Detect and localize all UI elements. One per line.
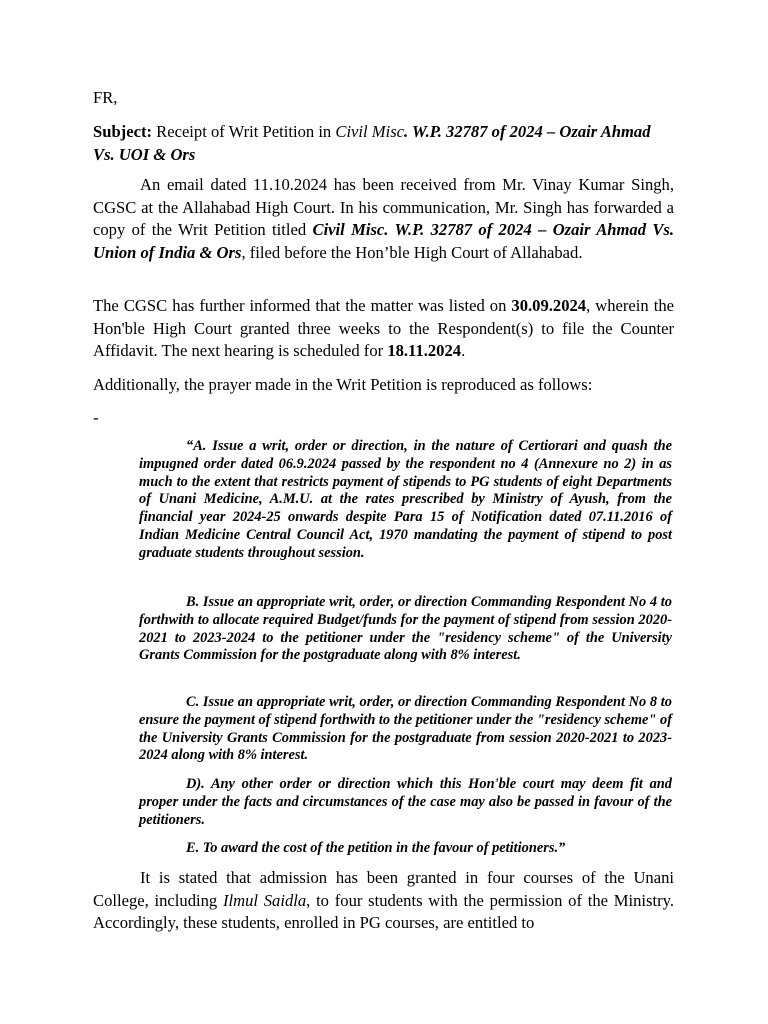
course-name: Ilmul Saidla <box>222 890 307 910</box>
prayer-e: E. To award the cost of the petition in the favour of petitioners.” <box>186 840 566 856</box>
subject-text-a: Receipt of Writ Petition in <box>152 122 336 141</box>
para2-text-c: . <box>461 341 466 360</box>
subject-line <box>93 121 674 166</box>
prayer-a: “A. Issue a writ, order or direction, in the nature of Certiorari and quash the impugned order dated 06.9.2024 passed by the respondent no 4 (Annexure no 2) in as much to the extent that restricts payment of stipends to PG students of eight Departments of Unani Medicine, A.M.U. at the rates prescribed by Ministry of Ayush, from the financial year 2024-25 onwards despite Para 15 of Notification dated 07.11.2016 of Indian Medicine Central Council Act, 1970 mandating the payment of stipend to post graduate students throughout session. <box>139 438 672 561</box>
paragraph-listing <box>93 295 674 363</box>
case-title: Civil Misc. W.P. 32787 of 2024 – Ozair Ahmad Vs. Union of India & Ors <box>93 220 675 262</box>
dash-line: - <box>93 408 99 427</box>
para4-text-b: , to four students with the permission of the Ministry. Accordingly, these students, enrolled in PG courses, are entitled to <box>93 890 674 932</box>
para4-text-a: It is stated that admission has been granted in four courses of the Unani College, including <box>93 868 674 910</box>
paragraph-email <box>93 174 674 264</box>
para2-text-a: The CGSC has further informed that the matter was listed on <box>93 296 512 315</box>
paragraph-admission <box>93 867 674 935</box>
para1-text-a: An email dated 11.10.2024 has been received from Mr. Vinay Kumar Singh, CGSC at the Allahabad High Court. In his communication, Mr. Singh has forwarded a copy of the Writ Petition titled <box>93 175 674 239</box>
prayer-d: D). Any other order or direction which this Hon'ble court may deem fit and proper under the facts and circumstances of the case may also be passed in favour of the petitioners. <box>139 776 672 828</box>
subject-text-c: . W.P. 32787 of 2024 – Ozair Ahmad Vs. UOI & Ors <box>93 122 651 164</box>
listed-date: 30.09.2024 <box>511 296 587 315</box>
prayer-c: C. Issue an appropriate writ, order, or direction Commanding Respondent No 8 to ensure the payment of stipend forthwith to the petitioner under the "residency scheme" of the University Grants Commission for the postgraduate from session 2020-2021 to 2023-2024 along with 8% interest. <box>139 694 672 764</box>
greeting: FR, <box>93 88 118 107</box>
prayer-b: B. Issue an appropriate writ, order, or direction Commanding Respondent No 4 to forthwith to allocate required Budget/funds for the payment of stipend from session 2020-2021 to 2023-2024 to the petitioner under the "residency scheme" of the University Grants Commission for the postgraduate along with 8% interest. <box>139 594 672 664</box>
para1-text-b: , filed before the Hon’ble High Court of Allahabad. <box>241 242 583 262</box>
next-hearing-date: 18.11.2024 <box>387 341 462 360</box>
para2-text-b: , wherein the Hon'ble High Court granted three weeks to the Respondent(s) to file the Counter Affidavit. The next hearing is scheduled for <box>93 296 674 360</box>
paragraph-prayer-intro: Additionally, the prayer made in the Writ Petition is reproduced as follows: <box>93 375 593 394</box>
subject-label: Subject: <box>93 122 152 141</box>
subject-text-b: Civil Misc <box>335 122 405 141</box>
